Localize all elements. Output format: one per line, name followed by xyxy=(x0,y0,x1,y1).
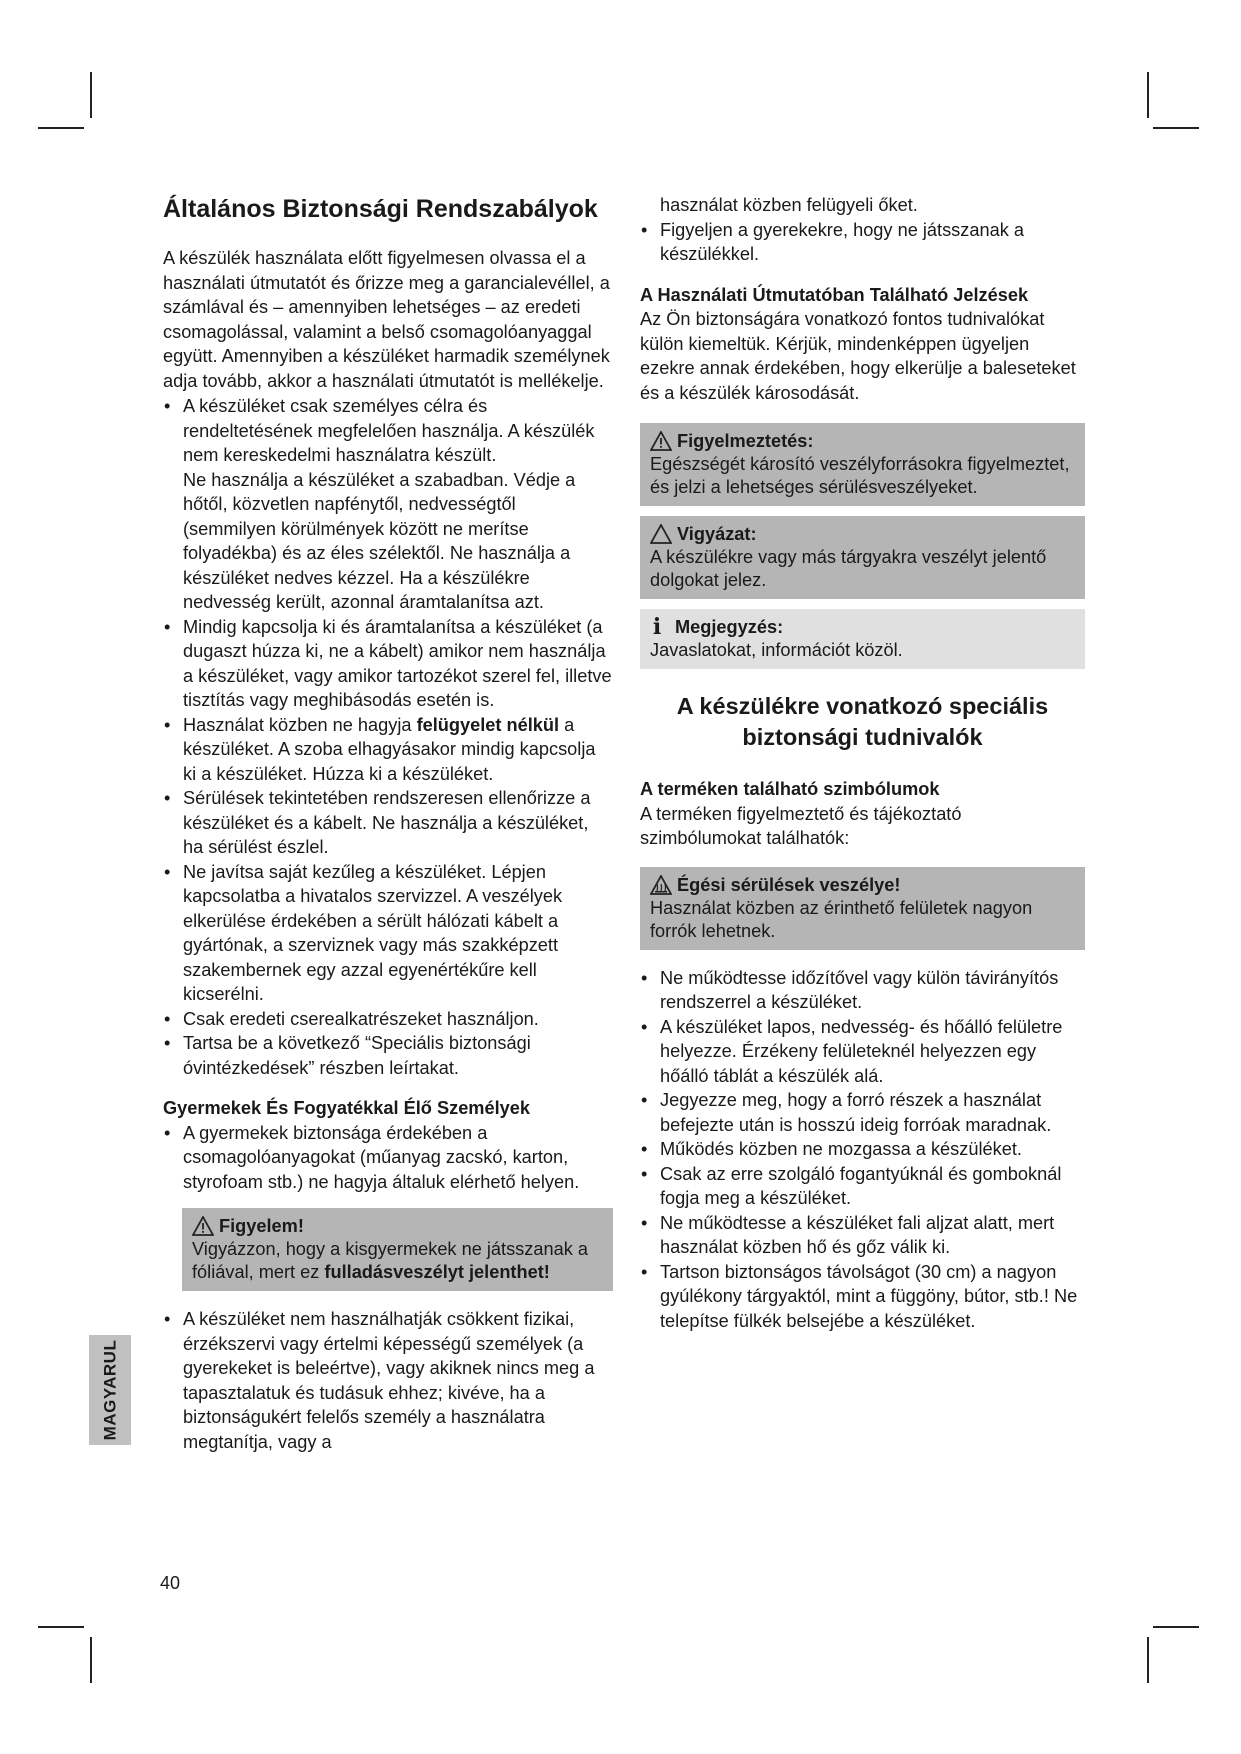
list-item: • Jegyezze meg, hogy a forró részek a használat befejezte után is hosszú ideig forróak maradnak. xyxy=(640,1088,1085,1137)
burn-warning-box xyxy=(640,867,1085,950)
list-item: • A készüléket lapos, nedvesség- és hőálló felületre helyezze. Érzékeny felületeknél helyezzen egy hőálló táblát a készülék alá. xyxy=(640,1015,1085,1089)
emphasis-text: felügyelet nélkül xyxy=(416,714,560,735)
safety-bullet-list xyxy=(163,394,613,1080)
list-item: • Csak az erre szolgáló fogantyúknál és gomboknál fogja meg a készüléket. xyxy=(640,1162,1085,1211)
symbols-paragraph: A terméken figyelmeztető és tájékoztató szimbólumokat találhatók: xyxy=(640,803,962,848)
burn-text: Használat közben az érinthető felületek nagyon forrók lehetnek. xyxy=(650,897,1033,941)
crop-mark xyxy=(1147,1637,1149,1683)
continued-list xyxy=(640,218,1085,267)
signs-paragraph: Az Ön biztonságára vonatkozó fontos tudnivalókat külön kiemeltük. Kérjük, mindenképpen ügyeljen ezekre annak érdekében, hogy elkerülje a baleseteket és a készülék károsodását. xyxy=(640,309,1076,403)
crop-mark xyxy=(38,127,84,129)
crop-mark xyxy=(90,72,92,118)
crop-mark xyxy=(1147,72,1149,118)
left-column xyxy=(163,190,613,1454)
symbols-heading: A terméken található szimbólumok xyxy=(640,779,940,799)
list-item-text: Használat közben ne hagyja xyxy=(183,714,417,735)
crop-mark xyxy=(1153,1626,1199,1628)
list-item: • Sérülések tekintetében rendszeresen ellenőrizze a készüléket és a kábelt. Ne használja a készüléket, ha sérülést észlel. xyxy=(163,786,613,860)
caution-box xyxy=(640,516,1085,599)
list-item: • Ne működtesse a készüléket fali aljzat alatt, mert használat közben hő és gőz válik ki. xyxy=(640,1211,1085,1260)
hot-surface-icon xyxy=(650,875,672,895)
attention-title-text: Figyelem! xyxy=(219,1216,304,1236)
signs-heading: A Használati Útmutatóban Található Jelzések xyxy=(640,284,1029,305)
list-item xyxy=(163,713,613,787)
warning-text: Egészségét károsító veszélyforrásokra figyelmeztet, és jelzi a lehetséges sérülésveszélyeket. xyxy=(650,454,1070,497)
special-bullet-list xyxy=(640,966,1085,1334)
note-title-text: Megjegyzés: xyxy=(675,617,784,637)
list-item: • Ne működtesse időzítővel vagy külön távirányítós rendszerrel a készüléket. xyxy=(640,966,1085,1015)
list-item: • Tartsa be a következő “Speciális biztonsági óvintézkedések” részben leírtakat. xyxy=(163,1031,613,1080)
burn-title-text: Égési sérülések veszélye! xyxy=(677,874,901,895)
special-safety-title: A készülékre vonatkozó speciális biztonsági tudnivalók xyxy=(676,693,1049,750)
crop-mark xyxy=(38,1626,84,1628)
list-item: • Ne javítsa saját kezűleg a készüléket. Lépjen kapcsolatba a hivatalos szervizzel. A veszélyek elkerülése érdekében a sérült hálózati kábelt a gyártónak, a szerviznek vagy más szakképzett szakembernek egy azzal egyenértékűre kell kicserélni. xyxy=(163,860,613,1007)
list-item-text: a készüléket. A szoba elhagyásakor mindig kapcsolja ki a készüléket. Húzza ki a készüléket. xyxy=(183,714,596,784)
children-list xyxy=(163,1121,613,1195)
attention-text xyxy=(192,1238,603,1284)
list-item: • Mindig kapcsolja ki és áramtalanítsa a készüléket (a dugaszt húzza ki, ne a kábelt) amikor nem használja a készüléket, vagy amikor tartozékot szerel fel, illetve tisztítás vagy meghibásodás esetén is. xyxy=(163,615,613,713)
continued-text: használat közben felügyeli őket. xyxy=(660,195,918,215)
list-item: • Tartson biztonságos távolságot (30 cm) a nagyon gyúlékony tárgyaktól, mint a függöny, bútor, stb.! Ne telepítse fülkék belsejébe a készüléket. xyxy=(640,1260,1085,1334)
note-text: Javaslatokat, információt közöl. xyxy=(650,640,903,660)
crop-mark xyxy=(1153,127,1199,129)
warning-triangle-icon xyxy=(650,431,672,451)
warning-title-text: Figyelmeztetés: xyxy=(677,431,814,451)
intro-paragraph: A készülék használata előtt figyelmesen olvassa el a használati útmutatót és őrizze meg a garancialevéllel, a számlával és – amennyiben lehetséges – az eredeti csomagolással, valamint a belső csomagolóanyaggal együtt. Amennyiben a készüléket harmadik személynek adja tovább, akkor a használati útmutatót is mellékelje. xyxy=(163,248,610,391)
right-column xyxy=(640,193,1085,1333)
list-item: • A készüléket nem használhatják csökkent fizikai, érzékszervi vagy értelmi képességű személyek (a gyerekeket is beleértve), vagy akiknek nincs meg a tapasztalatuk és tudásuk ehhez; kivéve, ha a biztonságukért felelős személy a használatra megtanítja, vagy a xyxy=(163,1307,613,1454)
attention-emphasis: fulladásveszélyt jelenthet! xyxy=(324,1262,550,1282)
list-item: • Figyeljen a gyerekekre, hogy ne játsszanak a készülékkel. xyxy=(640,218,1085,267)
crop-mark xyxy=(90,1637,92,1683)
children-heading: Gyermekek És Fogyatékkal Élő Személyek xyxy=(163,1098,530,1118)
caution-title-text: Vigyázat: xyxy=(677,524,757,544)
attention-box xyxy=(182,1208,613,1291)
disability-list xyxy=(163,1307,613,1454)
caution-text: A készülékre vagy más tárgyakra veszélyt jelentő dolgokat jelez. xyxy=(650,547,1047,590)
page-number: 40 xyxy=(160,1573,181,1593)
info-icon: i xyxy=(652,614,662,640)
note-box-title xyxy=(650,615,1075,639)
list-item: • Csak eredeti cserealkatrészeket használjon. xyxy=(163,1007,613,1032)
warning-box xyxy=(640,423,1085,506)
language-label: MAGYARUL xyxy=(100,1339,119,1441)
language-side-tab xyxy=(89,1335,131,1445)
warning-box-title xyxy=(650,429,1075,453)
section-title: Általános Biztonsági Rendszabályok xyxy=(163,195,598,223)
burn-box-title xyxy=(650,873,1075,897)
list-item: • Működés közben ne mozgassa a készüléket. xyxy=(640,1137,1085,1162)
attention-body: Vigyázzon, hogy a kisgyermekek ne játsszanak a fóliával, mert ez xyxy=(192,1239,588,1282)
caution-triangle-icon xyxy=(650,524,672,544)
list-item: • A gyermekek biztonsága érdekében a csomagolóanyagokat (műanyag zacskó, karton, styrofoam stb.) ne hagyja általuk elérhető helyen. xyxy=(163,1121,613,1195)
note-box xyxy=(640,609,1085,669)
caution-box-title xyxy=(650,522,1075,546)
warning-triangle-icon xyxy=(192,1216,214,1236)
attention-box-title xyxy=(192,1214,603,1238)
list-item: • A készüléket csak személyes célra és rendeltetésének megfelelően használja. A készülék nem kereskedelmi használatra készült. Ne használja a készüléket a szabadban. Védje a hőtől, közvetlen napfénytől, nedvességtől (semmilyen körülmények között ne merítse folyadékba) és az éles szélektől. Ne használja a készüléket nedves kézzel. Ha a készülékre nedvesség került, azonnal áramtalanítsa azt. xyxy=(163,394,613,615)
